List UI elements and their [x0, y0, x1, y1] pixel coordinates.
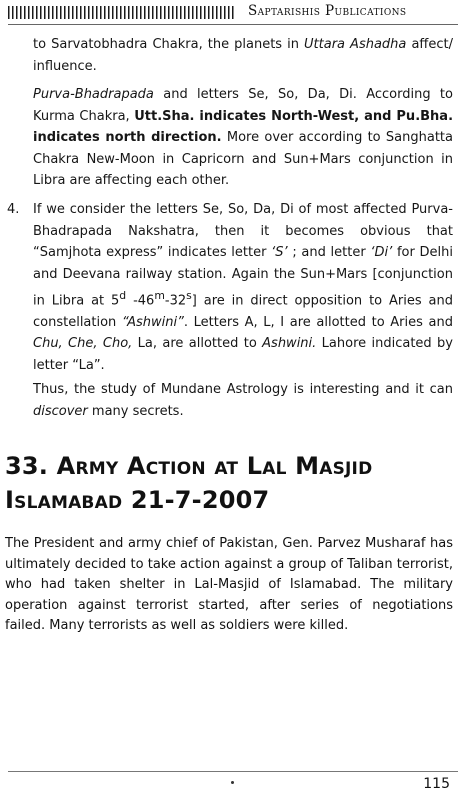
text-run: to Sarvatobhadra Chakra, the planets in: [33, 37, 305, 52]
italic-term: Chu, Che, Cho,: [33, 336, 133, 352]
italic-term: “Ashwini”: [121, 314, 184, 330]
paragraph-conclusion: [33, 379, 453, 422]
italic-term: Uttara Ashadha: [304, 37, 407, 52]
running-header: [8, 3, 458, 23]
italic-term: ‘S’: [271, 245, 288, 260]
list-number: 4.: [7, 202, 20, 217]
text-run: ; and letter: [287, 245, 371, 260]
italic-term: discover: [33, 403, 88, 419]
text-run: affect/ influence.: [33, 37, 453, 74]
italic-term: ‘Di’: [370, 245, 393, 260]
text-run: ] are in direct opposition to Aries and constellation: [33, 293, 453, 330]
section-heading-line-2: Islamabad 21-7-2007: [5, 486, 270, 514]
paragraph-letters-analysis: [33, 199, 453, 376]
section-heading-line-1: 33. Army Action at Lal Masjid: [5, 452, 373, 480]
footer-dot: [231, 781, 234, 784]
page-number: 115: [423, 776, 450, 792]
text-run: Lahore indicated by letter “La”.: [33, 336, 453, 373]
section-body: The President and army chief of Pakistan, Gen. Parvez Musharaf has ultimately decided to take action against a group of Taliban terrorist, who had taken shelter in Lal-Masjid of Islamabad. The military operation against terrorist started, after series of negotiations failed. Many terrorists as well as soldiers were killed.: [5, 536, 453, 633]
header-decorative-bars: [8, 6, 236, 19]
paragraph-kurma-chakra: [33, 84, 453, 192]
superscript: s: [186, 289, 192, 302]
text-run: and letters Se, So, Da, Di. According to Kurma Chakra,: [33, 87, 453, 124]
superscript: m: [154, 289, 165, 302]
footer-rule: [8, 771, 458, 772]
bold-text: Utt.Sha. indicates North-West, and Pu.Bha. indicates north direction.: [33, 108, 454, 145]
text-run: Thus, the study of Mundane Astrology is interesting and it can: [33, 382, 453, 397]
text-run: If we consider the letters Se, So, Da, Di of most affected Purva-Bhadrapada Nakshatra, then it becomes obvious that “Samjhota express” indicates letter: [33, 202, 453, 260]
publisher-name: Saptarishis Publications: [248, 3, 407, 19]
text-run: More over according to Sanghatta Chakra New-Moon in Capricorn and Sun+Mars conjunction in Libra are affecting each other.: [33, 130, 453, 188]
italic-term: Ashwini.: [262, 336, 317, 352]
paragraph-chakra-continuation: [33, 34, 453, 77]
text-run: -46: [126, 293, 155, 309]
text-run: . Letters A, L, I are allotted to Aries and: [183, 314, 453, 330]
text-run: for Delhi and Deevana railway station. Again the Sun+Mars [conjunction in Libra at 5: [33, 245, 453, 309]
text-run: many secrets.: [87, 403, 184, 419]
header-rule: [8, 24, 458, 25]
text-run: -32: [164, 293, 187, 309]
text-run: La, are allotted to: [132, 336, 263, 352]
italic-term: Purva-Bhadrapada: [33, 87, 154, 102]
superscript: d: [119, 289, 127, 302]
